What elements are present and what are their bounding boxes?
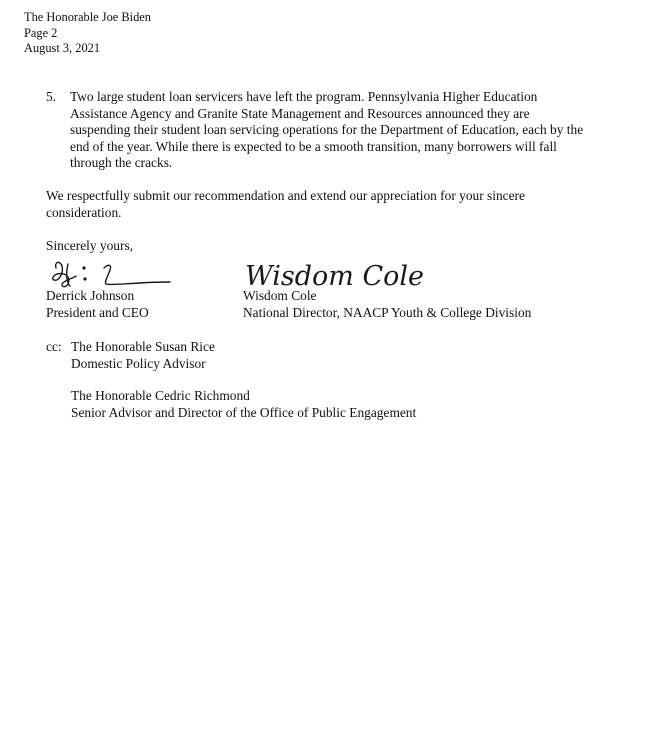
signer-title: National Director, NAACP Youth & College Division: [243, 304, 532, 320]
salutation: Sincerely yours,: [46, 238, 134, 253]
item-number: 5.: [46, 89, 57, 104]
cc-recipient-title: Domestic Policy Advisor: [71, 355, 206, 371]
cc-label: cc:: [46, 339, 62, 354]
cc-recipient-title: Senior Advisor and Director of the Office of Public Engagement: [71, 404, 417, 420]
letter-header: [24, 10, 151, 57]
item-line: suspending their student loan servicing operations for the Department of Education, each by the: [70, 122, 584, 138]
signer-title: President and CEO: [46, 304, 149, 320]
header-addressee: The Honorable Joe Biden: [24, 10, 151, 24]
signer-name: Derrick Johnson: [46, 288, 135, 303]
cc-spacer: [71, 372, 416, 388]
item-line: Two large student loan servicers have left the program. Pennsylvania Higher Education: [70, 89, 538, 104]
closing-line: We respectfully submit our recommendation and extend our appreciation for your sincere: [46, 188, 525, 203]
header-date: August 3, 2021: [24, 41, 101, 56]
closing-line: consideration.: [46, 204, 122, 220]
cc-recipients: [71, 339, 416, 421]
cc-recipient-name: The Honorable Cedric Richmond: [71, 388, 250, 404]
item-line: Assistance Agency and Granite State Management and Resources announced they are: [70, 105, 530, 121]
signer-name: Wisdom Cole: [243, 288, 317, 303]
item-text: [70, 89, 636, 172]
cc-recipient-name: The Honorable Susan Rice: [71, 339, 215, 354]
header-page-number: Page 2: [24, 25, 58, 40]
closing-paragraph: [46, 188, 626, 221]
signer-cole: [243, 288, 531, 321]
signer-johnson: [46, 288, 149, 321]
item-line: end of the year. While there is expected to be a smooth transition, many borrowers will fall: [70, 138, 557, 154]
svg-text:Wisdom Cole: Wisdom Cole: [245, 261, 425, 292]
item-line: through the cracks.: [70, 155, 173, 171]
